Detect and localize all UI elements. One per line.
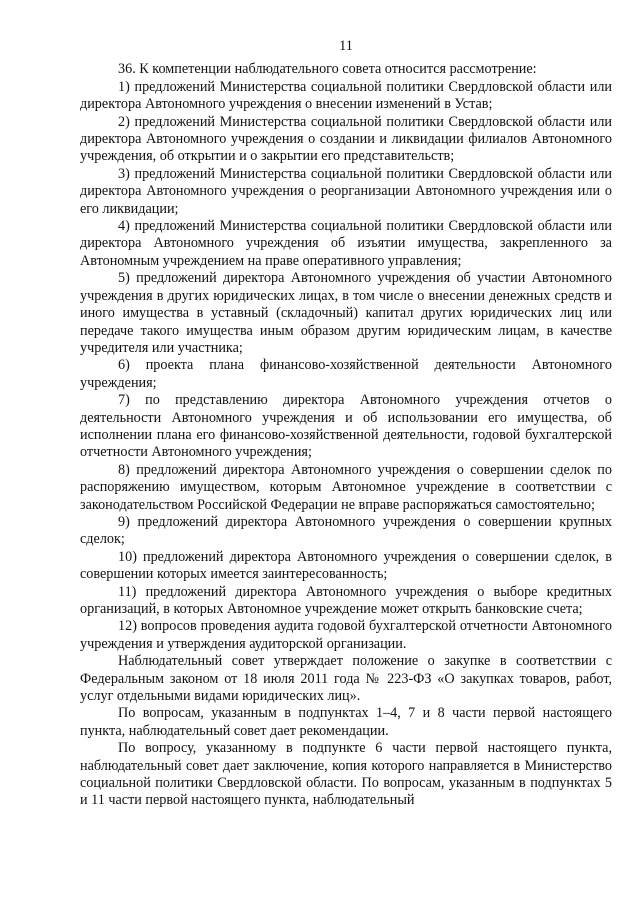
paragraph-item-10: 10) предложений директора Автономного учреждения о совершении сделок, в совершении которых имеется заинтересованность; [80, 548, 612, 583]
paragraph-conclusion: По вопросу, указанному в подпункте 6 части первой настоящего пункта, наблюдательный совет дает заключение, копия которого направляется в Министерство социальной политики Свердловской области. По вопросам, указанным в подпунктах 5 и 11 части первой настоящего пункта, наблюдательный [80, 740, 612, 809]
paragraph-item-9: 9) предложений директора Автономного учреждения о совершении крупных сделок; [80, 513, 612, 548]
paragraph-item-8: 8) предложений директора Автономного учреждения о совершении сделок по распоряжению имуществом, которым Автономное учреждение в соответствии с законодательством Российской Федерации не вправе распоряжаться самостоятельно; [80, 461, 612, 513]
paragraph-item-2: 2) предложений Министерства социальной политики Свердловской области или директора Автономного учреждения о создании и ликвидации филиалов Автономного учреждения, об открытии и о закрытии его представительств; [80, 113, 612, 165]
page-number: 11 [339, 38, 353, 54]
paragraph-item-4: 4) предложений Министерства социальной политики Свердловской области или директора Автономного учреждения об изъятии имущества, закрепленного за Автономным учреждением на праве оперативного управления; [80, 218, 612, 269]
paragraph-item-11: 11) предложений директора Автономного учреждения о выборе кредитных организаций, в которых Автономное учреждение может открыть банковские счета; [80, 583, 612, 617]
paragraph-item-5: 5) предложений директора Автономного учреждения об участии Автономного учреждения в других юридических лицах, в том числе о внесении денежных средств и иного имущества в уставный (складочный) капитал других юридических лиц или передаче такого имущества иным образом другим юридическим лицам, в качестве учредителя или участника; [80, 270, 612, 356]
paragraph-item-6: 6) проекта плана финансово-хозяйственной деятельности Автономного учреждения; [80, 357, 612, 391]
paragraph-heading: 36. К компетенции наблюдательного совета относится рассмотрение: [118, 61, 537, 78]
paragraph-recommendations: По вопросам, указанным в подпунктах 1–4, 7 и 8 части первой настоящего пункта, наблюдательный совет дает рекомендации. [80, 705, 612, 739]
paragraph-item-12: 12) вопросов проведения аудита годовой бухгалтерской отчетности Автономного учреждения и утверждения аудиторской организации. [80, 618, 612, 652]
paragraph-procurement: Наблюдательный совет утверждает положение о закупке в соответствии с Федеральным законом от 18 июля 2011 года № 223-ФЗ «О закупках товаров, работ, услуг отдельными видами юридических лиц». [80, 653, 612, 705]
paragraph-item-7: 7) по представлению директора Автономного учреждения отчетов о деятельности Автономного учреждения и об использовании его имущества, об исполнении плана его финансово-хозяйственной деятельности, годовой бухгалтерской отчетности Автономного учреждения; [80, 392, 612, 461]
paragraph-item-1: 1) предложений Министерства социальной политики Свердловской области или директора Автономного учреждения о внесении изменений в Устав; [80, 78, 612, 113]
paragraph-item-3: 3) предложений Министерства социальной политики Свердловской области или директора Автономного учреждения о реорганизации Автономного учреждения или о его ликвидации; [80, 165, 612, 217]
